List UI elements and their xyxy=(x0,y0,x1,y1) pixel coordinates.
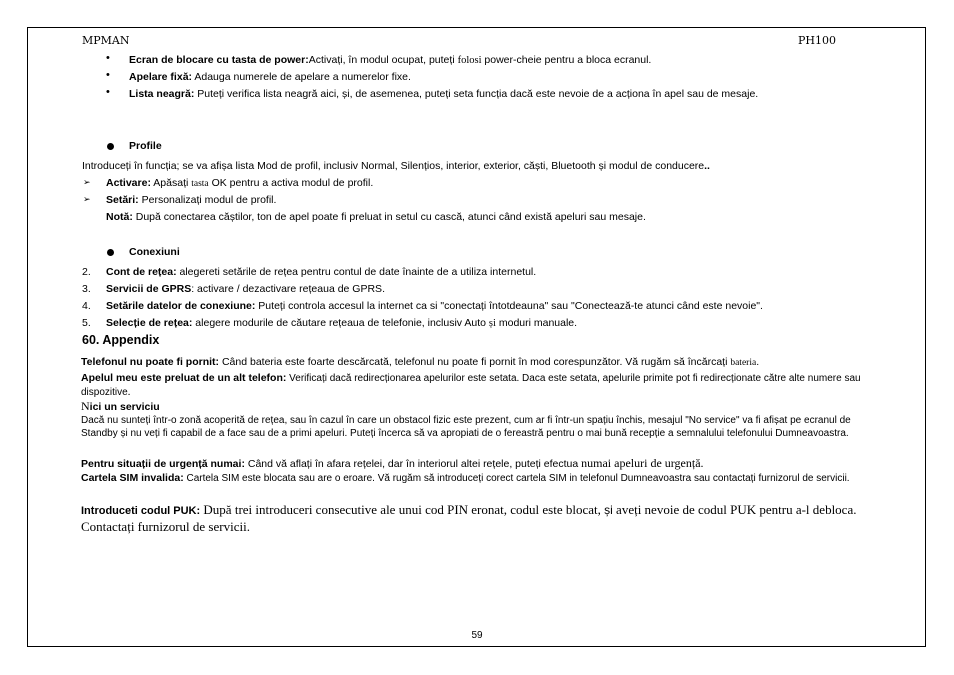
profile-item-activate xyxy=(106,177,373,191)
appendix-puk xyxy=(81,502,871,536)
bullet-power-key xyxy=(129,54,651,67)
para-text: . xyxy=(756,356,760,368)
profile-heading: Profile xyxy=(129,140,162,152)
item-label: Cont de rețea: xyxy=(106,266,177,278)
title-initial: N xyxy=(81,399,90,413)
para-text: Când bateria este foarte descărcată, telefonul nu poate fi pornit în mod corespunzător. Vă rugăm să încărcați xyxy=(219,356,731,368)
note-text: După conectarea căștilor, ton de apel poate fi preluat in setul cu cască, atunci când există apeluri sau mesaje. xyxy=(132,211,646,223)
para-text-end: . xyxy=(127,386,131,398)
bullet-fixed-dial xyxy=(129,71,411,84)
page-number: 59 xyxy=(471,630,483,641)
bullet-label: Lista neagră: xyxy=(129,88,195,100)
item-text: alegere modurile de căutare rețeaua de telefonie, inclusiv Auto xyxy=(192,317,489,329)
para-text: Când vă aflați în afara rețelei, dar în interiorul altei rețele, puteți efectua xyxy=(244,458,582,470)
section-bullet-icon xyxy=(107,143,114,150)
item-text-serif: și xyxy=(488,318,496,329)
appendix-sim-invalid xyxy=(81,472,876,485)
item-text: OK pentru a activa modul de profil. xyxy=(208,177,374,189)
item-text-serif: tasta xyxy=(191,179,209,189)
header-right: PH100 xyxy=(798,34,836,47)
item-label: Selecție de rețea: xyxy=(106,317,193,329)
appendix-call-forwarded xyxy=(81,372,876,399)
para-label: Telefonul nu poate fi pornit: xyxy=(81,356,220,368)
para-text: Verificați dacă redirecționarea apelurilor este setata. Daca este setata, apelurile primite pot fi redirecționate către alte numere sau dispozitive xyxy=(81,373,861,398)
item-text: Personalizați modul de profil. xyxy=(138,194,277,206)
item-label: Setările datelor de conexiune: xyxy=(106,300,256,312)
list-item xyxy=(106,266,536,279)
para-text: aveți nevoie de codul PUK pentru a-l debloca. Contactați furnizorul de servicii. xyxy=(81,502,857,534)
arrow-bullet-icon: ➢ xyxy=(83,178,91,188)
appendix-phone-no-start xyxy=(81,356,759,370)
item-text: Puteți controla accesul la internet ca si "conectați întotdeauna" sau "Conectează-te atunci când este nevoie". xyxy=(255,300,763,312)
para-text: După trei introduceri consecutive ale unui cod PIN eronat, codul este blocat, xyxy=(200,502,605,517)
item-text: moduri manuale. xyxy=(495,317,578,329)
para-label: Introduceti codul PUK: xyxy=(81,505,201,517)
para-text: și xyxy=(604,503,613,517)
profile-intro-text: Introduceți în funcția; se va afișa lista Mod de profil, inclusiv Normal, Silențios, interior, exterior, căști, Bluetooth și modul de conducere xyxy=(82,160,705,172)
bullet-text-serif: folosi xyxy=(457,55,482,66)
bullet-blacklist xyxy=(129,88,758,101)
bullet-text: Activați, în modul ocupat, puteți xyxy=(308,54,458,66)
item-label: Setări: xyxy=(106,194,139,206)
appendix-no-service-title xyxy=(81,400,160,414)
para-text-serif: bateria xyxy=(730,358,757,368)
para-text: Cartela SIM este blocata sau are o eroare. Vă rugăm să introduceți corect cartela SIM in telefonul Dumneavoastra sau contactați furnizorul de servicii. xyxy=(183,473,850,484)
profile-intro-end: .. xyxy=(704,160,710,172)
para-label: Apelul meu este preluat de un alt telefon: xyxy=(81,372,287,384)
bullet-label: Apelare fixă: xyxy=(129,71,193,83)
list-item xyxy=(106,283,385,296)
para-label: Pentru situații de urgență numai: xyxy=(81,458,245,470)
bullet-text: Puteți verifica lista neagră aici, și, de asemenea, puteți seta funcția dacă este nevoie de a acționa în apel sau de mesaje. xyxy=(194,88,759,100)
profile-intro xyxy=(82,160,710,173)
note-label: Notă: xyxy=(106,211,133,223)
list-number: 3. xyxy=(82,283,91,295)
arrow-bullet-icon: ➢ xyxy=(83,195,91,205)
item-text: Apăsați xyxy=(150,177,192,189)
section-bullet-icon xyxy=(107,249,114,256)
para-label: ici un serviciu xyxy=(89,401,160,413)
page-border xyxy=(27,27,926,647)
para-label: Cartela SIM invalida: xyxy=(81,472,184,484)
bullet-text: Adauga numerele de apelare a numerelor fixe. xyxy=(192,71,411,83)
list-item xyxy=(106,317,577,330)
bullet-mark: • xyxy=(106,52,110,64)
item-label: Activare: xyxy=(106,177,151,189)
profile-note xyxy=(106,211,646,224)
header-left: MPMAN xyxy=(82,34,130,47)
bullet-text: power-cheie pentru a bloca ecranul. xyxy=(481,54,652,66)
item-label: Servicii de GPRS xyxy=(106,283,192,295)
bullet-mark: • xyxy=(106,86,110,98)
list-number: 5. xyxy=(82,317,91,329)
list-number: 4. xyxy=(82,300,91,312)
bullet-mark: • xyxy=(106,69,110,81)
item-text: : activare / dezactivare rețeaua de GPRS. xyxy=(191,283,385,295)
profile-item-settings xyxy=(106,194,276,207)
list-item xyxy=(106,300,763,313)
item-text: alegereti setările de rețea pentru contul de date înainte de a utiliza internetul. xyxy=(176,266,537,278)
appendix-heading: 60. Appendix xyxy=(82,333,160,347)
bullet-label: Ecran de blocare cu tasta de power: xyxy=(129,54,309,66)
conexiuni-heading: Conexiuni xyxy=(129,246,180,258)
appendix-no-service-text: Dacă nu sunteți într-o zonă acoperită de rețea, sau în cazul în care un obstacol fizic este prezent, cum ar fi într-un spațiu închis, mesajul "No service" va fi afișat pe ecranul de Standby și nu veți fi capabil de a face sau de a primi apeluri. Puteți încerca să va apropiati de o fereastră pentru o mai bună recepție a semnalului telefonului Dumneavoastra. xyxy=(81,415,851,439)
appendix-emergency xyxy=(81,457,704,471)
list-number: 2. xyxy=(82,266,91,278)
para-text-serif: numai apeluri de urgență. xyxy=(581,456,704,470)
